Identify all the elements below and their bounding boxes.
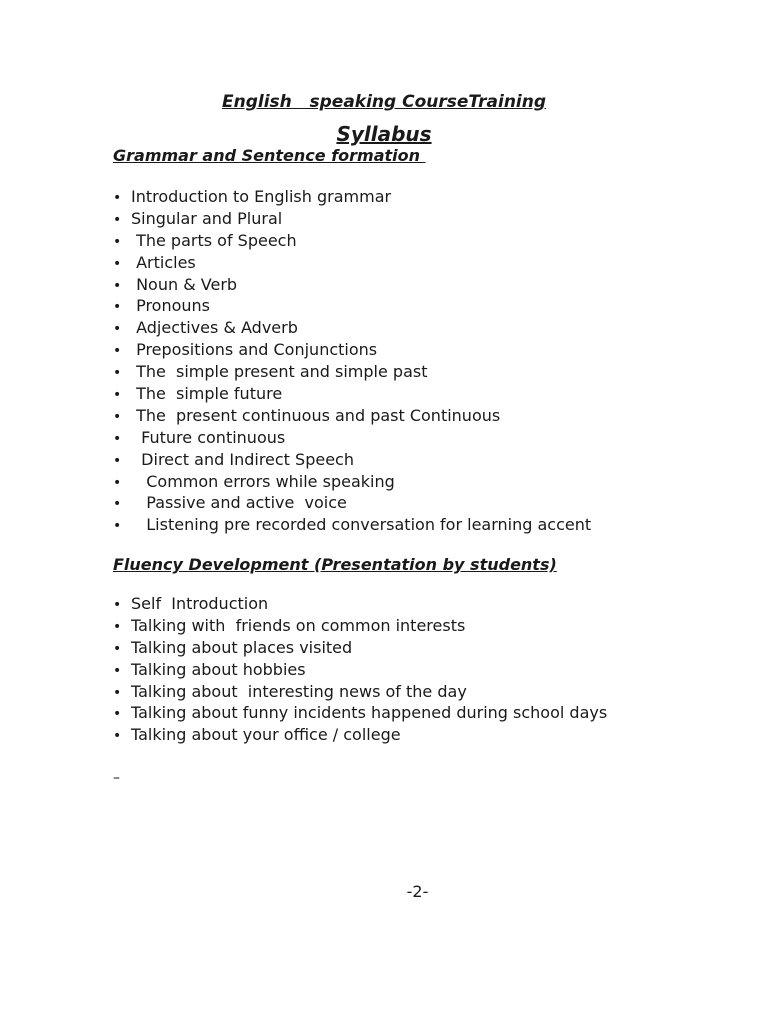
- bullet-icon: •: [113, 299, 122, 316]
- grammar-topic-list: [113, 186, 591, 536]
- bullet-icon: •: [113, 452, 122, 469]
- list-item: [113, 615, 607, 637]
- list-item-text: Noun & Verb: [131, 274, 238, 294]
- list-item: [113, 427, 591, 449]
- page-number: -2-: [406, 882, 429, 901]
- list-item-text: Singular and Plural: [131, 208, 283, 228]
- list-item-text: Introduction to English grammar: [131, 187, 392, 206]
- bullet-icon: •: [113, 430, 122, 447]
- bullet-icon: •: [113, 706, 122, 723]
- list-item-text: Self Introduction: [131, 594, 269, 613]
- fluency-topic-list: [113, 593, 607, 746]
- syllabus-title: Syllabus: [336, 122, 432, 146]
- list-item: [113, 317, 591, 339]
- bullet-icon: •: [113, 684, 122, 701]
- bullet-icon: •: [113, 518, 122, 535]
- list-item-text: Passive and active voice: [131, 493, 347, 513]
- list-item-text: The present continuous and past Continuous: [131, 405, 501, 425]
- list-item-text: Talking about funny incidents happened during school days: [131, 703, 608, 723]
- list-item-text: Talking with friends on common interests: [131, 615, 466, 635]
- list-item-text: Future continuous: [131, 427, 286, 447]
- list-item-text: Adjectives & Adverb: [131, 318, 298, 338]
- list-item: [113, 186, 591, 208]
- bullet-icon: •: [113, 343, 122, 360]
- bullet-icon: •: [113, 408, 122, 425]
- list-item: [113, 295, 591, 317]
- bullet-icon: •: [113, 662, 122, 679]
- list-item: [113, 492, 591, 514]
- list-item: [113, 252, 591, 274]
- bullet-icon: •: [113, 233, 122, 250]
- list-item: [113, 593, 607, 615]
- bullet-icon: •: [113, 640, 122, 657]
- list-item-text: Talking about your office / college: [131, 725, 401, 745]
- bullet-icon: •: [113, 365, 122, 382]
- bullet-icon: •: [113, 277, 122, 294]
- list-item-text: Articles: [131, 252, 196, 272]
- bullet-icon: •: [113, 496, 122, 513]
- bullet-icon: •: [113, 211, 122, 228]
- bullet-icon: •: [113, 255, 122, 272]
- bullet-icon: •: [113, 387, 122, 404]
- list-item: [113, 274, 591, 296]
- list-item-text: Pronouns: [131, 296, 211, 316]
- list-item: [113, 405, 591, 427]
- bullet-icon: •: [113, 597, 122, 613]
- list-item: [113, 471, 591, 493]
- list-item: [113, 681, 607, 703]
- list-item: [113, 361, 591, 383]
- list-item-text: The parts of Speech: [131, 230, 297, 250]
- list-item: [113, 637, 607, 659]
- list-item: [113, 208, 591, 230]
- list-item-text: Direct and Indirect Speech: [131, 449, 354, 469]
- list-item-text: Listening pre recorded conversation for learning accent: [131, 515, 592, 535]
- dash-mark: –: [113, 770, 120, 786]
- bullet-icon: •: [113, 728, 122, 745]
- bullet-icon: •: [113, 474, 122, 491]
- course-title: English speaking CourseTraining: [221, 92, 547, 112]
- section-heading-grammar: Grammar and Sentence formation: [113, 146, 426, 165]
- list-item: [113, 383, 591, 405]
- section-heading-fluency: Fluency Development (Presentation by students): [113, 555, 557, 574]
- list-item-text: Common errors while speaking: [131, 471, 395, 491]
- bullet-icon: •: [113, 190, 122, 206]
- list-item-text: Prepositions and Conjunctions: [131, 340, 378, 360]
- list-item-text: Talking about interesting news of the day: [131, 681, 467, 701]
- list-item-text: Talking about places visited: [131, 637, 353, 657]
- list-item-text: The simple present and simple past: [131, 362, 428, 382]
- list-item: [113, 449, 591, 471]
- list-item: [113, 702, 607, 724]
- list-item: [113, 339, 591, 361]
- list-item: [113, 659, 607, 681]
- list-item-text: Talking about hobbies: [131, 659, 306, 679]
- list-item: [113, 514, 591, 536]
- list-item-text: The simple future: [131, 384, 283, 404]
- bullet-icon: •: [113, 321, 122, 338]
- list-item: [113, 230, 591, 252]
- bullet-icon: •: [113, 618, 122, 635]
- list-item: [113, 724, 607, 746]
